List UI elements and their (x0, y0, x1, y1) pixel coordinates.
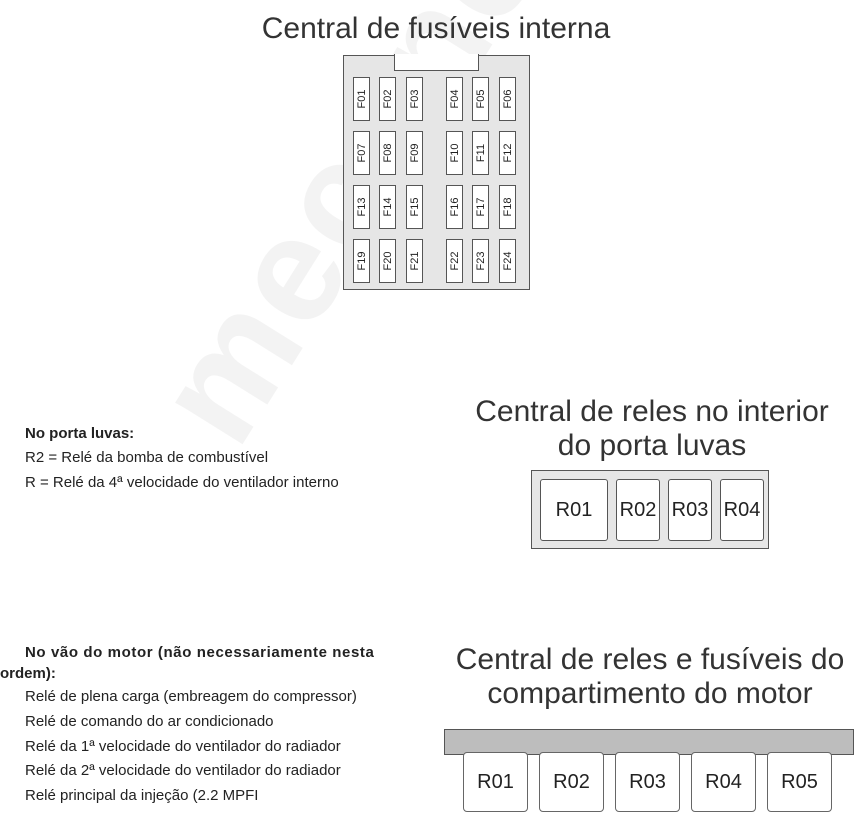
engine-bay-legend-heading: No vão do motor (não necessariamente nesta (25, 644, 375, 661)
fuse-f04 (446, 77, 463, 121)
engine-bay-legend-item: Relé da 2ª velocidade do ventilador do radiador (25, 762, 341, 779)
glove-relay-r01: R01 (540, 479, 608, 541)
fuse-f20 (379, 239, 396, 283)
fuse-label: F09 (408, 143, 421, 163)
fuse-f07 (353, 131, 370, 175)
glove-box-legend-item: R2 = Relé da bomba de combustível (25, 449, 269, 466)
fuse-label: F21 (408, 251, 421, 271)
fuse-panel-diagram (343, 55, 530, 290)
engine-relay-r02: R02 (539, 752, 604, 812)
fuse-f23 (472, 239, 489, 283)
glove-relay-r02: R02 (616, 479, 660, 541)
engine-relay-r05: R05 (767, 752, 832, 812)
fuse-label: F10 (448, 143, 461, 163)
fuse-panel-notch (394, 54, 479, 71)
fuse-f21 (406, 239, 423, 283)
engine-relay-r01: R01 (463, 752, 528, 812)
engine-bay-legend-item: Relé principal da injeção (2.2 MPFI (25, 787, 259, 804)
engine-bay-title-line2: compartimento do motor (487, 677, 813, 710)
engine-bay-legend-heading-cont: ordem): (0, 665, 56, 682)
glove-box-legend-heading: No porta luvas: (25, 425, 135, 442)
glove-box-title-line1: Central de reles no interior (475, 395, 829, 428)
fuse-label: F06 (501, 89, 514, 109)
engine-bay-legend-item: Relé de comando do ar condicionado (25, 713, 274, 730)
fuse-label: F17 (474, 197, 487, 217)
fuse-f09 (406, 131, 423, 175)
glove-relay-r03: R03 (668, 479, 712, 541)
fuse-label: F20 (381, 251, 394, 271)
fuse-label: F04 (448, 89, 461, 109)
fuse-label: F14 (381, 197, 394, 217)
fuse-f05 (472, 77, 489, 121)
fuse-label: F18 (501, 197, 514, 217)
fuse-label: F13 (355, 197, 368, 217)
fuse-f01 (353, 77, 370, 121)
fuse-f10 (446, 131, 463, 175)
fuse-f08 (379, 131, 396, 175)
glove-box-title-line2: do porta luvas (557, 429, 747, 462)
fuse-panel-title: Central de fusíveis interna (261, 12, 611, 45)
fuse-label: F01 (355, 89, 368, 109)
fuse-f16 (446, 185, 463, 229)
fuse-label: F08 (381, 143, 394, 163)
fuse-f15 (406, 185, 423, 229)
fuse-f17 (472, 185, 489, 229)
engine-bay-title-line1: Central de reles e fusíveis do (455, 643, 845, 676)
fuse-f06 (499, 77, 516, 121)
glove-box-relay-diagram (531, 470, 769, 549)
fuse-label: F11 (474, 143, 487, 163)
engine-bay-legend-item: Relé da 1ª velocidade do ventilador do radiador (25, 738, 341, 755)
fuse-f18 (499, 185, 516, 229)
fuse-f11 (472, 131, 489, 175)
fuse-label: F16 (448, 197, 461, 217)
fuse-label: F24 (501, 251, 514, 271)
fuse-f12 (499, 131, 516, 175)
fuse-label: F02 (381, 89, 394, 109)
glove-box-legend-item: R = Relé da 4ª velocidade do ventilador interno (25, 474, 339, 491)
fuse-f02 (379, 77, 396, 121)
fuse-label: F12 (501, 143, 514, 163)
fuse-label: F07 (355, 143, 368, 163)
fuse-f03 (406, 77, 423, 121)
engine-relay-r04: R04 (691, 752, 756, 812)
fuse-f14 (379, 185, 396, 229)
fuse-f24 (499, 239, 516, 283)
fuse-label: F23 (474, 251, 487, 271)
glove-relay-r04: R04 (720, 479, 764, 541)
engine-bay-legend-item: Relé de plena carga (embreagem do compressor) (25, 688, 357, 705)
fuse-label: F15 (408, 197, 421, 217)
fuse-f19 (353, 239, 370, 283)
fuse-label: F05 (474, 89, 487, 109)
fuse-label: F22 (448, 251, 461, 271)
engine-relay-r03: R03 (615, 752, 680, 812)
fuse-f22 (446, 239, 463, 283)
fuse-label: F19 (355, 251, 368, 271)
fuse-f13 (353, 185, 370, 229)
fuse-label: F03 (408, 89, 421, 109)
